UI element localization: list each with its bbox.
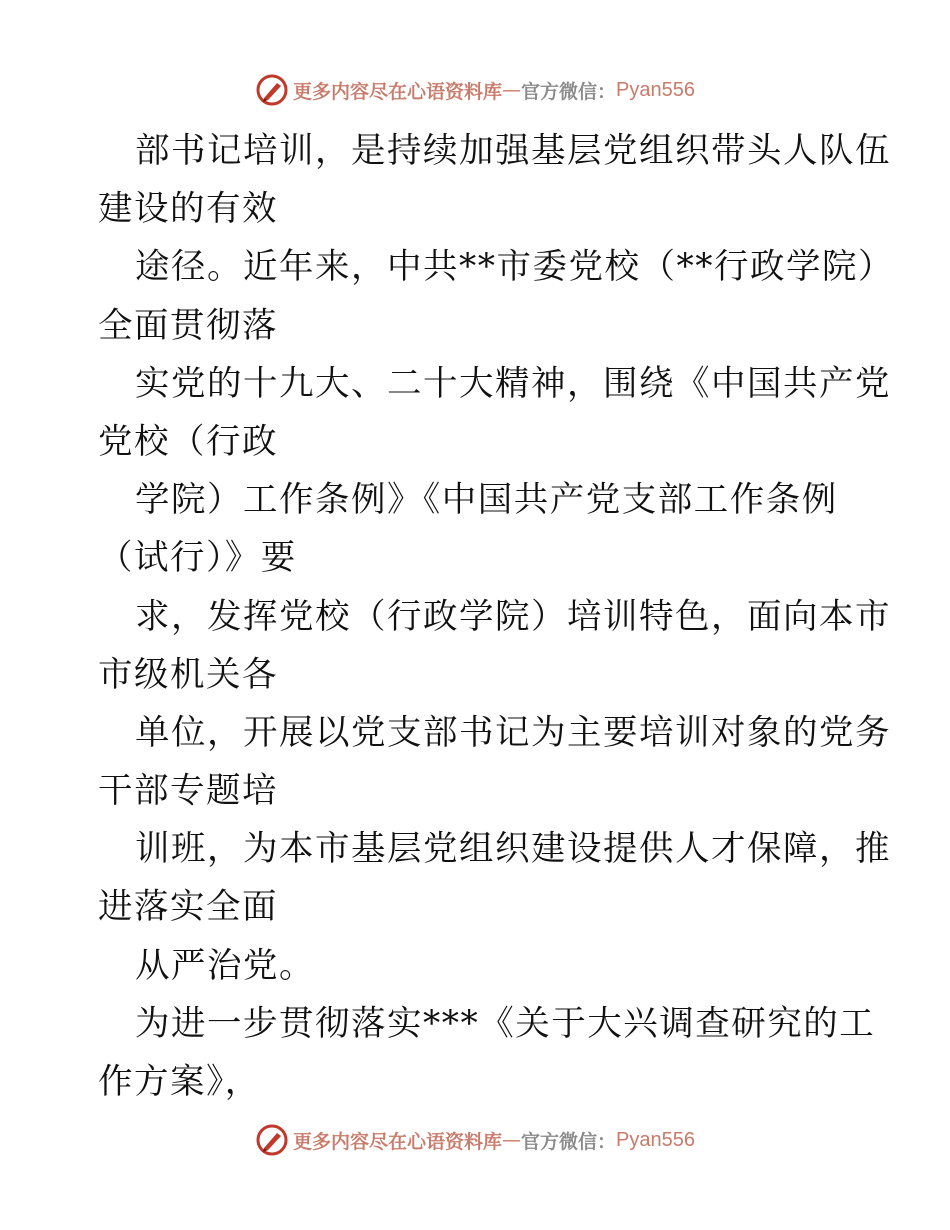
text-line: 求，发挥党校（行政学院）培训特色，面向本市: [135, 596, 891, 637]
watermark-wechat-label: 官方微信：: [521, 1130, 617, 1153]
text-line: 从严治党。: [135, 945, 315, 986]
text-line: 全面贯彻落: [98, 305, 278, 346]
text-line: 进落实全面: [98, 887, 278, 928]
text-line: 作方案》，: [98, 1062, 261, 1102]
header-watermark: [0, 70, 950, 110]
text-line: 建设的有效: [98, 189, 278, 230]
watermark-wechat-id: Pyan556: [616, 78, 695, 101]
text-line: 党校（行政: [98, 421, 278, 462]
document-body: [98, 122, 894, 1111]
watermark-text: 更多内容尽在心语资料库: [293, 80, 503, 103]
pen-logo-icon: [255, 1123, 289, 1157]
text-line: 途径。近年来，中共**市委党校（**行政学院）: [135, 247, 894, 288]
watermark-dash: —: [502, 79, 522, 101]
text-line: （试行）》要: [98, 538, 297, 579]
watermark-wechat-id: Pyan556: [616, 1128, 695, 1151]
text-line: 实党的十九大、二十大精神，围绕《中国共产党: [135, 363, 891, 404]
pen-logo-icon: [255, 73, 289, 107]
watermark-wechat-label: 官方微信：: [521, 80, 617, 103]
text-line: 单位，开展以党支部书记为主要培训对象的党务: [135, 712, 891, 753]
text-line: 为进一步贯彻落实***《关于大兴调查研究的工: [135, 1003, 876, 1044]
text-line: 干部专题培: [98, 771, 278, 812]
watermark-dash: —: [502, 1129, 522, 1151]
text-line: 训班，为本市基层党组织建设提供人才保障，推: [135, 829, 891, 870]
footer-watermark: [0, 1120, 950, 1160]
text-line: 部书记培训，是持续加强基层党组织带头人队伍: [135, 131, 891, 171]
text-line: 市级机关各: [98, 654, 278, 695]
watermark-text: 更多内容尽在心语资料库: [293, 1130, 503, 1153]
text-line: 学院）工作条例》《中国共产党支部工作条例: [135, 480, 838, 521]
